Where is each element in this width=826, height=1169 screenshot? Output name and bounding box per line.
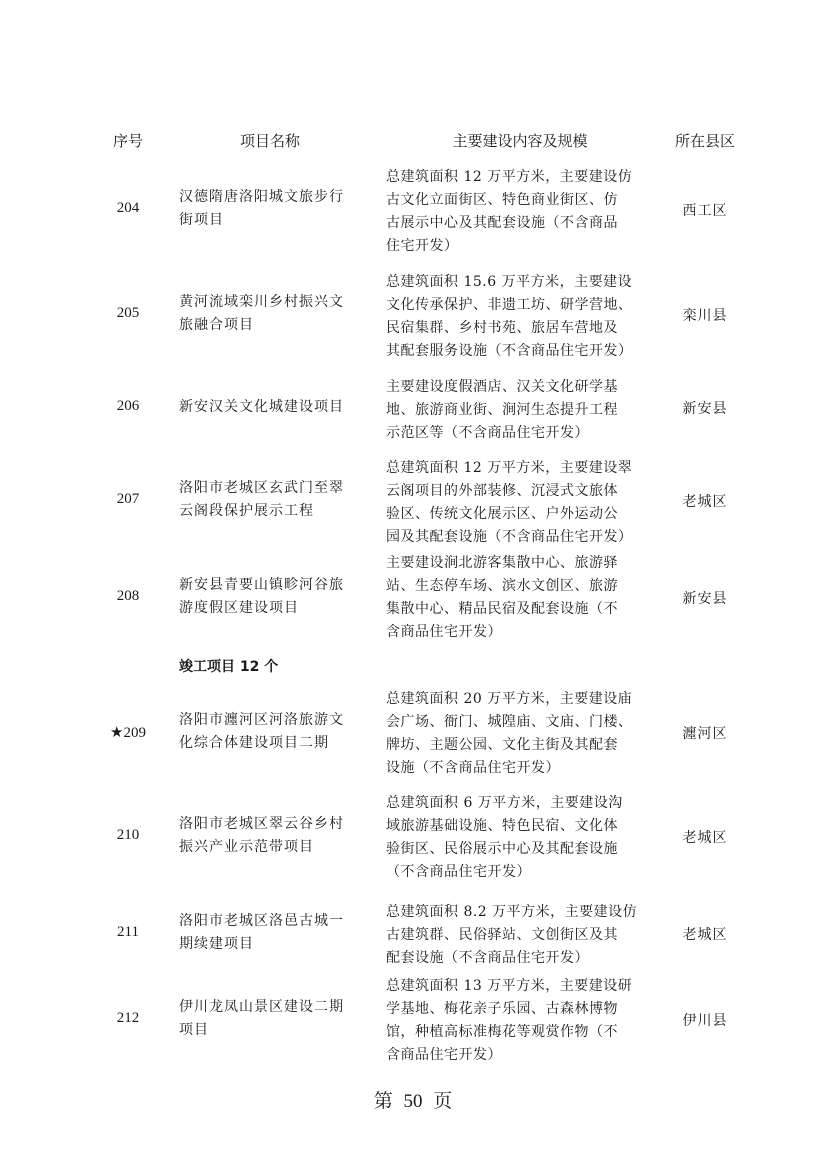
row-seq: 212 — [116, 1010, 140, 1026]
row-county: 老城区 — [682, 830, 728, 846]
row-name: 洛阳市瀍河区河洛旅游文 化综合体建设项目二期 — [179, 712, 344, 751]
row-county: 栾川县 — [682, 308, 728, 324]
row-seq: 210 — [116, 827, 140, 843]
header-county: 所在县区 — [674, 132, 735, 150]
row-name: 伊川龙凤山景区建设二期 项目 — [179, 999, 344, 1038]
header-name: 项目名称 — [239, 132, 300, 150]
row-description: 总建筑面积 15.6 万平方米，主要建设 文化传承保护、非遗工坊、研学营地、 民宿集群、乡村书苑、旅居车营地及 其配套服务设施（不含商品住宅开发） — [386, 274, 633, 359]
row-county: 新安县 — [682, 401, 728, 417]
row-description: 主要建设涧北游客集散中心、旅游驿 站、生态停车场、滨水文创区、旅游 集散中心、精品民宿及配套设施（不 含商品住宅开发） — [386, 555, 618, 640]
row-description: 总建筑面积 12 万平方米，主要建设翠 云阁项目的外部装修、沉浸式文旅体 验区、传统文化展示区、户外运动公 园及其配套设施（不含商品住宅开发） — [386, 460, 633, 545]
row-county: 西工区 — [682, 203, 728, 219]
row-name: 新安县青要山镇畛河谷旅 游度假区建设项目 — [179, 577, 344, 616]
row-seq: 205 — [116, 305, 140, 321]
row-name: 洛阳市老城区洛邑古城一 期续建项目 — [179, 913, 344, 952]
row-county: 新安县 — [682, 591, 728, 607]
row-description: 总建筑面积 20 万平方米，主要建设庙 会广场、衙门、城隍庙、文庙、门楼、 牌坊、主题公园、文化主街及其配套 设施（不含商品住宅开发） — [386, 691, 633, 776]
row-seq: 211 — [117, 924, 139, 940]
page-number: 第 50 页 — [373, 1091, 453, 1112]
row-description: 总建筑面积 13 万平方米，主要建设研 学基地、梅花亲子乐园、古森林博物 馆，种植高标准梅花等观赏作物（不 含商品住宅开发） — [386, 978, 633, 1063]
row-county: 老城区 — [682, 494, 728, 510]
row-county: 老城区 — [682, 927, 728, 943]
row-description: 主要建设度假酒店、汉关文化研学基 地、旅游商业街、涧河生态提升工程 示范区等（不含商品住宅开发） — [386, 379, 618, 441]
row-name: 新安汉关文化城建设项目 — [179, 398, 344, 415]
header-seq: 序号 — [112, 132, 143, 150]
header-desc: 主要建设内容及规模 — [452, 132, 588, 150]
row-seq: ★209 — [110, 725, 146, 741]
row-county: 瀍河区 — [682, 726, 728, 742]
row-description: 总建筑面积 6 万平方米，主要建设沟 域旅游基础设施、特色民宿、文化体 验街区、民俗展示中心及其配套设施 （不含商品住宅开发） — [386, 795, 623, 880]
row-seq: 208 — [116, 588, 140, 604]
section-heading: 竣工项目 12 个 — [179, 659, 279, 675]
row-name: 洛阳市老城区玄武门至翠 云阁段保护展示工程 — [179, 480, 344, 519]
row-name: 汉德隋唐洛阳城文旅步行 街项目 — [179, 189, 344, 228]
row-seq: 206 — [116, 398, 140, 414]
row-name: 洛阳市老城区翠云谷乡村 振兴产业示范带项目 — [179, 816, 344, 855]
row-seq: 204 — [116, 200, 140, 216]
row-description: 总建筑面积 8.2 万平方米，主要建设仿 古建筑群、民俗驿站、文创街区及其 配套设施（不含商品住宅开发） — [386, 904, 638, 966]
row-county: 伊川县 — [682, 1013, 728, 1029]
row-seq: 207 — [116, 491, 140, 507]
row-description: 总建筑面积 12 万平方米，主要建设仿 古文化立面街区、特色商业街区、仿 古展示中心及其配套设施（不含商品 住宅开发） — [386, 169, 633, 254]
row-name: 黄河流域栾川乡村振兴文 旅融合项目 — [179, 294, 344, 333]
